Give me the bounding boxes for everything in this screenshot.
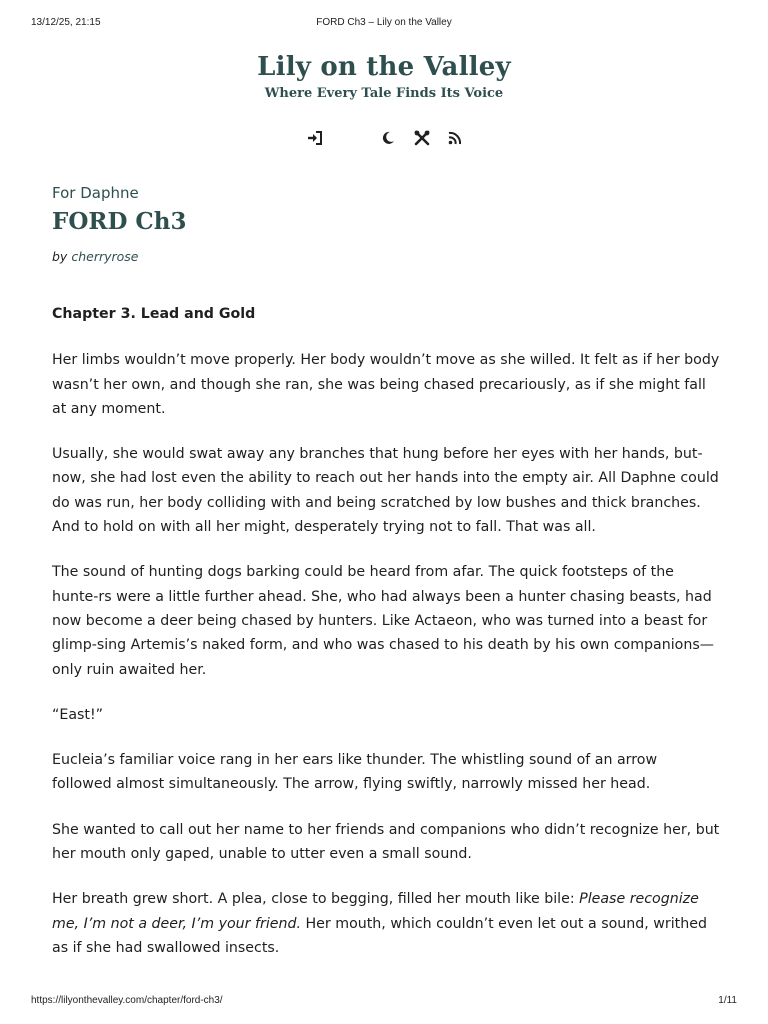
tools-icon[interactable] bbox=[412, 128, 432, 148]
print-url: https://lilyonthevalley.com/chapter/ford-ch3/ bbox=[31, 995, 223, 1006]
by-label: by bbox=[52, 249, 68, 264]
chapter-body bbox=[52, 302, 720, 981]
paragraph bbox=[52, 887, 720, 960]
paragraph-italic: Please recognize me, I’m not a deer, I’m your friend. bbox=[52, 891, 699, 932]
print-page-number: 1/11 bbox=[718, 995, 737, 1006]
chapter-heading: Chapter 3. Lead and Gold bbox=[52, 306, 256, 322]
paragraph-text: Her breath grew short. A plea, close to begging, filled her mouth like bile: bbox=[52, 891, 580, 908]
dark-mode-icon[interactable] bbox=[378, 128, 398, 148]
site-tagline: Where Every Tale Finds Its Voice bbox=[264, 86, 504, 101]
rss-icon[interactable] bbox=[445, 128, 465, 148]
story-link[interactable]: For Daphne bbox=[52, 184, 139, 202]
paragraph: She wanted to call out her name to her friends and companions who didn’t recognize her, but her mouth only gaped, unable to utter even a small sound. bbox=[52, 821, 720, 863]
paragraph: Usually, she would swat away any branches that hung before her eyes with her hands, but-now, she had lost even the ability to reach out her hands into the empty air. All Daphne could do was run, her body colliding with and being scratched by low bushes and thick branches. And to hold on with all her might, desperately trying not to fall. That was all. bbox=[52, 446, 719, 536]
site-title[interactable]: Lily on the Valley bbox=[257, 52, 511, 82]
header-icon-bar bbox=[300, 128, 470, 148]
author-link[interactable]: cherryrose bbox=[71, 249, 139, 264]
paragraph: “East!” bbox=[52, 706, 104, 723]
print-datetime: 13/12/25, 21:15 bbox=[31, 17, 101, 28]
byline bbox=[52, 249, 720, 264]
login-icon[interactable] bbox=[305, 128, 325, 148]
print-header bbox=[0, 17, 768, 31]
paragraph-text: Her mouth, which couldn’t even let out a sound, writhed as if she had swallowed insects. bbox=[52, 915, 707, 956]
paragraph: Eucleia’s familiar voice rang in her ears like thunder. The whistling sound of an arrow followed almost simultaneously. The arrow, flying swiftly, narrowly missed her head. bbox=[52, 752, 658, 793]
paragraph: Her limbs wouldn’t move properly. Her body wouldn’t move as she willed. It felt as if her body wasn’t her own, and though she ran, she was being chased precariously, as if she might fall at any moment. bbox=[52, 352, 720, 417]
print-page-title: FORD Ch3 – Lily on the Valley bbox=[316, 17, 452, 28]
print-footer bbox=[0, 995, 768, 1009]
chapter-title: FORD Ch3 bbox=[52, 208, 187, 235]
paragraph: The sound of hunting dogs barking could be heard from afar. The quick footsteps of the hunte-rs were a little further ahead. She, who had always been a hunter chasing beasts, had now become a deer being chased by hunters. Like Actaeon, who was turned into a beast for glimp-sing Artemis’s naked form, and who was chased to his death by his own companions—only ruin awaited her. bbox=[52, 564, 714, 678]
